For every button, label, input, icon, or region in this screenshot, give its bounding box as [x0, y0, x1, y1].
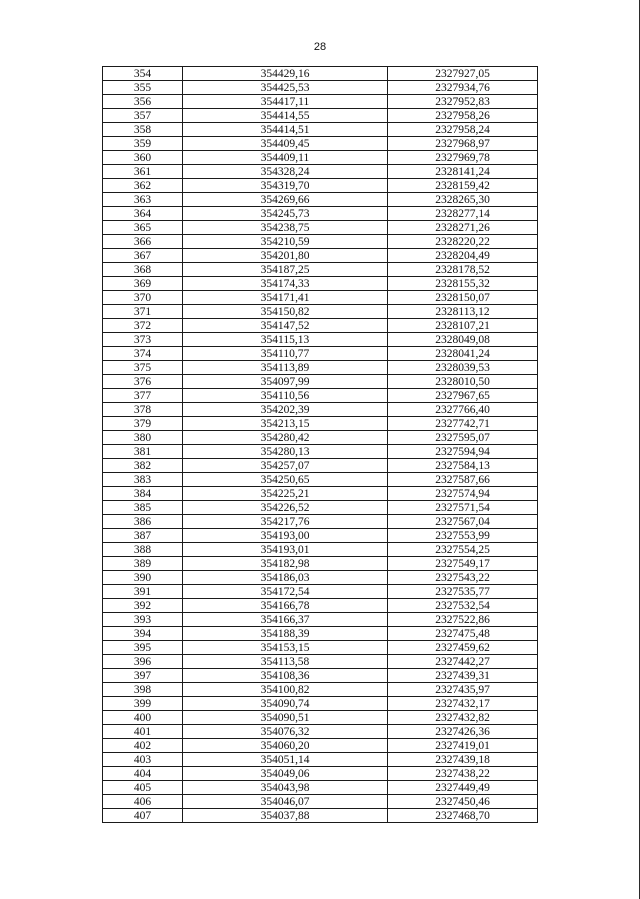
- y-coordinate-cell: 2328220,22: [388, 235, 538, 249]
- x-coordinate-cell: 354090,51: [183, 711, 388, 725]
- table-row: [103, 445, 538, 459]
- point-number-cell: 400: [103, 711, 183, 725]
- table-row: [103, 277, 538, 291]
- x-coordinate-cell: 354108,36: [183, 669, 388, 683]
- point-number-cell: 368: [103, 263, 183, 277]
- x-coordinate-cell: 354182,98: [183, 557, 388, 571]
- point-number-cell: 357: [103, 109, 183, 123]
- table-row: [103, 151, 538, 165]
- table-row: [103, 319, 538, 333]
- x-coordinate-cell: 354046,07: [183, 795, 388, 809]
- y-coordinate-cell: 2327468,70: [388, 809, 538, 823]
- table-row: [103, 641, 538, 655]
- y-coordinate-cell: 2328277,14: [388, 207, 538, 221]
- page-number: 28: [313, 41, 327, 53]
- table-row: [103, 781, 538, 795]
- x-coordinate-cell: 354319,70: [183, 179, 388, 193]
- table-row: [103, 235, 538, 249]
- point-number-cell: 402: [103, 739, 183, 753]
- point-number-cell: 391: [103, 585, 183, 599]
- y-coordinate-cell: 2327439,31: [388, 669, 538, 683]
- y-coordinate-cell: 2327958,26: [388, 109, 538, 123]
- table-row: [103, 123, 538, 137]
- table-row: [103, 599, 538, 613]
- table-row: [103, 669, 538, 683]
- table-row: [103, 473, 538, 487]
- x-coordinate-cell: 354213,15: [183, 417, 388, 431]
- x-coordinate-cell: 354174,33: [183, 277, 388, 291]
- point-number-cell: 373: [103, 333, 183, 347]
- point-number-cell: 360: [103, 151, 183, 165]
- x-coordinate-cell: 354269,66: [183, 193, 388, 207]
- x-coordinate-cell: 354147,52: [183, 319, 388, 333]
- point-number-cell: 375: [103, 361, 183, 375]
- y-coordinate-cell: 2327535,77: [388, 585, 538, 599]
- x-coordinate-cell: 354060,20: [183, 739, 388, 753]
- y-coordinate-cell: 2328010,50: [388, 375, 538, 389]
- point-number-cell: 376: [103, 375, 183, 389]
- point-number-cell: 395: [103, 641, 183, 655]
- point-number-cell: 367: [103, 249, 183, 263]
- point-number-cell: 406: [103, 795, 183, 809]
- point-number-cell: 363: [103, 193, 183, 207]
- x-coordinate-cell: 354188,39: [183, 627, 388, 641]
- y-coordinate-cell: 2327766,40: [388, 403, 538, 417]
- y-coordinate-cell: 2327450,46: [388, 795, 538, 809]
- y-coordinate-cell: 2327952,83: [388, 95, 538, 109]
- y-coordinate-cell: 2327439,18: [388, 753, 538, 767]
- table-row: [103, 487, 538, 501]
- x-coordinate-cell: 354217,76: [183, 515, 388, 529]
- point-number-cell: 372: [103, 319, 183, 333]
- table-row: [103, 221, 538, 235]
- y-coordinate-cell: 2327432,82: [388, 711, 538, 725]
- x-coordinate-cell: 354414,55: [183, 109, 388, 123]
- table-row: [103, 431, 538, 445]
- point-number-cell: 385: [103, 501, 183, 515]
- y-coordinate-cell: 2327595,07: [388, 431, 538, 445]
- y-coordinate-cell: 2327543,22: [388, 571, 538, 585]
- point-number-cell: 383: [103, 473, 183, 487]
- point-number-cell: 398: [103, 683, 183, 697]
- point-number-cell: 397: [103, 669, 183, 683]
- point-number-cell: 361: [103, 165, 183, 179]
- table-row: [103, 655, 538, 669]
- y-coordinate-cell: 2327587,66: [388, 473, 538, 487]
- y-coordinate-cell: 2327475,48: [388, 627, 538, 641]
- x-coordinate-cell: 354409,45: [183, 137, 388, 151]
- table-row: [103, 81, 538, 95]
- table-row: [103, 809, 538, 823]
- point-number-cell: 405: [103, 781, 183, 795]
- table-row: [103, 739, 538, 753]
- point-number-cell: 370: [103, 291, 183, 305]
- point-number-cell: 386: [103, 515, 183, 529]
- y-coordinate-cell: 2327969,78: [388, 151, 538, 165]
- x-coordinate-cell: 354051,14: [183, 753, 388, 767]
- x-coordinate-cell: 354097,99: [183, 375, 388, 389]
- y-coordinate-cell: 2327934,76: [388, 81, 538, 95]
- table-row: [103, 109, 538, 123]
- y-coordinate-cell: 2327419,01: [388, 739, 538, 753]
- x-coordinate-cell: 354166,37: [183, 613, 388, 627]
- point-number-cell: 364: [103, 207, 183, 221]
- x-coordinate-cell: 354037,88: [183, 809, 388, 823]
- point-number-cell: 369: [103, 277, 183, 291]
- x-coordinate-cell: 354202,39: [183, 403, 388, 417]
- x-coordinate-cell: 354193,00: [183, 529, 388, 543]
- x-coordinate-cell: 354225,21: [183, 487, 388, 501]
- y-coordinate-cell: 2327449,49: [388, 781, 538, 795]
- table-row: [103, 165, 538, 179]
- point-number-cell: 365: [103, 221, 183, 235]
- table-row: [103, 459, 538, 473]
- x-coordinate-cell: 354187,25: [183, 263, 388, 277]
- x-coordinate-cell: 354201,80: [183, 249, 388, 263]
- y-coordinate-cell: 2327554,25: [388, 543, 538, 557]
- x-coordinate-cell: 354100,82: [183, 683, 388, 697]
- table-row: [103, 753, 538, 767]
- table-row: [103, 207, 538, 221]
- point-number-cell: 362: [103, 179, 183, 193]
- y-coordinate-cell: 2327927,05: [388, 67, 538, 81]
- table-row: [103, 179, 538, 193]
- y-coordinate-cell: 2327594,94: [388, 445, 538, 459]
- point-number-cell: 374: [103, 347, 183, 361]
- point-number-cell: 407: [103, 809, 183, 823]
- x-coordinate-cell: 354150,82: [183, 305, 388, 319]
- y-coordinate-cell: 2327438,22: [388, 767, 538, 781]
- point-number-cell: 355: [103, 81, 183, 95]
- x-coordinate-cell: 354245,73: [183, 207, 388, 221]
- y-coordinate-cell: 2327442,27: [388, 655, 538, 669]
- x-coordinate-cell: 354414,51: [183, 123, 388, 137]
- point-number-cell: 358: [103, 123, 183, 137]
- point-number-cell: 366: [103, 235, 183, 249]
- point-number-cell: 377: [103, 389, 183, 403]
- table-row: [103, 305, 538, 319]
- y-coordinate-cell: 2327522,86: [388, 613, 538, 627]
- table-row: [103, 193, 538, 207]
- x-coordinate-cell: 354076,32: [183, 725, 388, 739]
- x-coordinate-cell: 354210,59: [183, 235, 388, 249]
- point-number-cell: 359: [103, 137, 183, 151]
- y-coordinate-cell: 2327553,99: [388, 529, 538, 543]
- table-row: [103, 725, 538, 739]
- y-coordinate-cell: 2328039,53: [388, 361, 538, 375]
- table-row: [103, 543, 538, 557]
- x-coordinate-cell: 354172,54: [183, 585, 388, 599]
- table-row: [103, 249, 538, 263]
- table-row: [103, 585, 538, 599]
- point-number-cell: 381: [103, 445, 183, 459]
- y-coordinate-cell: 2327459,62: [388, 641, 538, 655]
- point-number-cell: 371: [103, 305, 183, 319]
- y-coordinate-cell: 2328107,21: [388, 319, 538, 333]
- x-coordinate-cell: 354171,41: [183, 291, 388, 305]
- point-number-cell: 392: [103, 599, 183, 613]
- x-coordinate-cell: 354049,06: [183, 767, 388, 781]
- coordinates-table-body: [103, 67, 538, 823]
- x-coordinate-cell: 354113,58: [183, 655, 388, 669]
- x-coordinate-cell: 354409,11: [183, 151, 388, 165]
- point-number-cell: 396: [103, 655, 183, 669]
- x-coordinate-cell: 354113,89: [183, 361, 388, 375]
- point-number-cell: 389: [103, 557, 183, 571]
- table-row: [103, 767, 538, 781]
- table-row: [103, 795, 538, 809]
- x-coordinate-cell: 354090,74: [183, 697, 388, 711]
- table-row: [103, 361, 538, 375]
- x-coordinate-cell: 354226,52: [183, 501, 388, 515]
- table-row: [103, 291, 538, 305]
- y-coordinate-cell: 2327584,13: [388, 459, 538, 473]
- table-row: [103, 683, 538, 697]
- x-coordinate-cell: 354250,65: [183, 473, 388, 487]
- point-number-cell: 404: [103, 767, 183, 781]
- table-row: [103, 95, 538, 109]
- x-coordinate-cell: 354238,75: [183, 221, 388, 235]
- table-row: [103, 137, 538, 151]
- table-row: [103, 613, 538, 627]
- table-row: [103, 515, 538, 529]
- table-row: [103, 529, 538, 543]
- y-coordinate-cell: 2328049,08: [388, 333, 538, 347]
- x-coordinate-cell: 354280,42: [183, 431, 388, 445]
- table-row: [103, 627, 538, 641]
- y-coordinate-cell: 2328141,24: [388, 165, 538, 179]
- table-row: [103, 557, 538, 571]
- point-number-cell: 388: [103, 543, 183, 557]
- point-number-cell: 382: [103, 459, 183, 473]
- coordinates-table: [102, 66, 538, 823]
- x-coordinate-cell: 354425,53: [183, 81, 388, 95]
- y-coordinate-cell: 2328265,30: [388, 193, 538, 207]
- point-number-cell: 387: [103, 529, 183, 543]
- y-coordinate-cell: 2328204,49: [388, 249, 538, 263]
- x-coordinate-cell: 354193,01: [183, 543, 388, 557]
- x-coordinate-cell: 354110,77: [183, 347, 388, 361]
- y-coordinate-cell: 2327574,94: [388, 487, 538, 501]
- point-number-cell: 356: [103, 95, 183, 109]
- x-coordinate-cell: 354280,13: [183, 445, 388, 459]
- y-coordinate-cell: 2327435,97: [388, 683, 538, 697]
- y-coordinate-cell: 2327549,17: [388, 557, 538, 571]
- y-coordinate-cell: 2327432,17: [388, 697, 538, 711]
- table-row: [103, 697, 538, 711]
- table-row: [103, 417, 538, 431]
- table-row: [103, 501, 538, 515]
- y-coordinate-cell: 2328113,12: [388, 305, 538, 319]
- point-number-cell: 354: [103, 67, 183, 81]
- y-coordinate-cell: 2328150,07: [388, 291, 538, 305]
- y-coordinate-cell: 2328178,52: [388, 263, 538, 277]
- y-coordinate-cell: 2328271,26: [388, 221, 538, 235]
- y-coordinate-cell: 2328041,24: [388, 347, 538, 361]
- table-row: [103, 389, 538, 403]
- table-row: [103, 571, 538, 585]
- y-coordinate-cell: 2328155,32: [388, 277, 538, 291]
- point-number-cell: 380: [103, 431, 183, 445]
- y-coordinate-cell: 2327742,71: [388, 417, 538, 431]
- x-coordinate-cell: 354328,24: [183, 165, 388, 179]
- point-number-cell: 399: [103, 697, 183, 711]
- y-coordinate-cell: 2327967,65: [388, 389, 538, 403]
- x-coordinate-cell: 354043,98: [183, 781, 388, 795]
- x-coordinate-cell: 354153,15: [183, 641, 388, 655]
- x-coordinate-cell: 354110,56: [183, 389, 388, 403]
- table-row: [103, 403, 538, 417]
- x-coordinate-cell: 354115,13: [183, 333, 388, 347]
- point-number-cell: 394: [103, 627, 183, 641]
- table-row: [103, 263, 538, 277]
- y-coordinate-cell: 2327968,97: [388, 137, 538, 151]
- y-coordinate-cell: 2327532,54: [388, 599, 538, 613]
- y-coordinate-cell: 2328159,42: [388, 179, 538, 193]
- point-number-cell: 378: [103, 403, 183, 417]
- x-coordinate-cell: 354186,03: [183, 571, 388, 585]
- table-row: [103, 711, 538, 725]
- table-row: [103, 347, 538, 361]
- y-coordinate-cell: 2327426,36: [388, 725, 538, 739]
- table-row: [103, 375, 538, 389]
- y-coordinate-cell: 2327567,04: [388, 515, 538, 529]
- point-number-cell: 384: [103, 487, 183, 501]
- x-coordinate-cell: 354257,07: [183, 459, 388, 473]
- point-number-cell: 379: [103, 417, 183, 431]
- table-row: [103, 67, 538, 81]
- point-number-cell: 403: [103, 753, 183, 767]
- point-number-cell: 390: [103, 571, 183, 585]
- point-number-cell: 401: [103, 725, 183, 739]
- table-row: [103, 333, 538, 347]
- x-coordinate-cell: 354166,78: [183, 599, 388, 613]
- x-coordinate-cell: 354417,11: [183, 95, 388, 109]
- y-coordinate-cell: 2327958,24: [388, 123, 538, 137]
- y-coordinate-cell: 2327571,54: [388, 501, 538, 515]
- x-coordinate-cell: 354429,16: [183, 67, 388, 81]
- point-number-cell: 393: [103, 613, 183, 627]
